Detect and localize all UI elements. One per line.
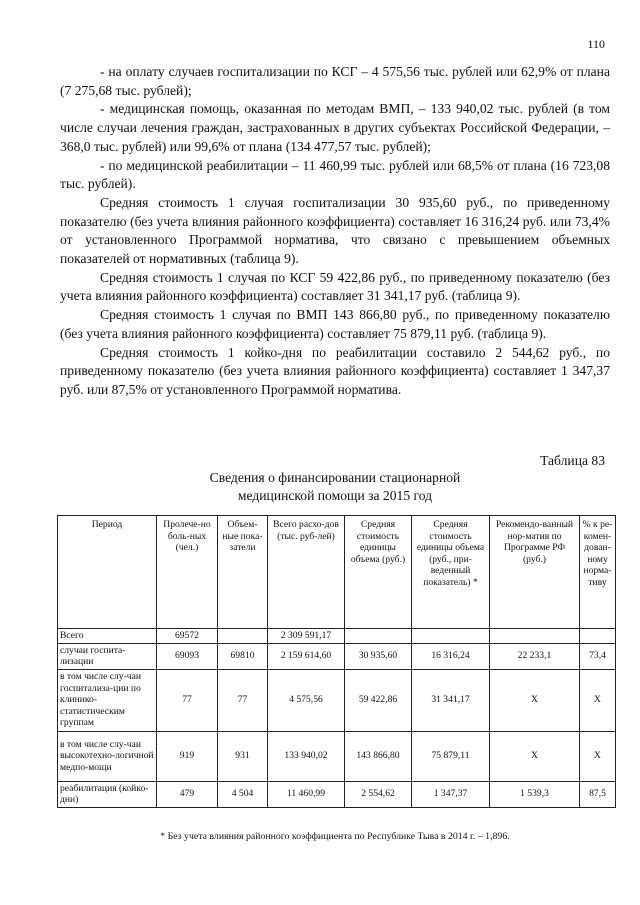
table-header-row (58, 516, 616, 629)
body-text (60, 63, 610, 400)
table-cell: случаи госпита-лизации (58, 643, 157, 669)
table-cell: 69093 (157, 643, 218, 669)
table-cell (218, 629, 268, 644)
table-cell: X (580, 669, 616, 731)
table-cell (345, 629, 412, 644)
paragraph: - по медицинской реабилитации – 11 460,99 тыс. рублей или 68,5% от плана (16 723,08 тыс. рублей). (60, 157, 610, 192)
table-cell: 133 940,02 (268, 731, 345, 781)
table-cell: 2 159 614,60 (268, 643, 345, 669)
table-cell: 4 504 (218, 781, 268, 807)
table-label: Таблица 83 (540, 453, 605, 468)
table-cell: 75 879,11 (412, 731, 490, 781)
column-header: Период (58, 516, 157, 629)
column-header: % к ре-комен-дован-ному норма-тиву (580, 516, 616, 629)
table-cell: 73,4 (580, 643, 616, 669)
paragraph: Средняя стоимость 1 случая по ВМП 143 866,80 руб., по приведенному показателю (без учета влияния районного коэффициента) составляет 75 879,11 руб. (таблица 9). (60, 307, 610, 341)
column-header: Объем-ные пока-затели (218, 516, 268, 629)
table-cell: 11 460,99 (268, 781, 345, 807)
table-cell: 4 575,56 (268, 669, 345, 731)
table-row (58, 629, 616, 644)
footnote: * Без учета влияния районного коэффициента по Республике Тыва в 2014 г. – 1,896. (160, 831, 510, 842)
table-cell: 479 (157, 781, 218, 807)
table-cell: 143 866,80 (345, 731, 412, 781)
table-cell: 30 935,60 (345, 643, 412, 669)
table-cell: X (580, 731, 616, 781)
table-cell (580, 629, 616, 644)
table-row (58, 731, 616, 781)
table-cell: 69572 (157, 629, 218, 644)
table-cell: Всего (58, 629, 157, 644)
table-cell: X (490, 669, 580, 731)
table-cell: 2 554,62 (345, 781, 412, 807)
paragraph: - медицинская помощь, оказанная по методам ВМП, – 133 940,02 тыс. рублей (в том числе случаи лечения граждан, застрахованных в других субъектах Российской Федерации, – 368,0 тыс. рублей) или 99,6% от плана (134 477,57 тыс. рублей); (60, 101, 610, 154)
table-title-line: медицинской помощи за 2015 год (237, 488, 433, 503)
column-header: Средняя стоимость единицы объема (руб., при-веденный показатель) * (412, 516, 490, 629)
table-cell: 87,5 (580, 781, 616, 807)
table-cell: 2 309 591,17 (268, 629, 345, 644)
column-header: Рекомендо-ванный нор-матив по Программе РФ (руб.) (490, 516, 580, 629)
table-row (58, 781, 616, 807)
paragraph: Средняя стоимость 1 койко-дня по реабилитации составило 2 544,62 руб., по приведенному показателю (без учета влияния районного коэффициента) составляет 1 347,37 руб. или 87,5% от установленного Программой норматива. (60, 344, 610, 397)
table-cell (412, 629, 490, 644)
table-cell: 16 316,24 (412, 643, 490, 669)
paragraph: Средняя стоимость 1 случая по КСГ 59 422,86 руб., по приведенному показателю (без учета влияния районного коэффициента) составляет 31 341,17 руб. (таблица 9). (60, 269, 610, 304)
table-cell: 919 (157, 731, 218, 781)
table-cell (490, 629, 580, 644)
column-header: Средняя стоимость единицы объема (руб.) (345, 516, 412, 629)
table-row (58, 669, 616, 731)
table-cell: 77 (218, 669, 268, 731)
table-title-line: Сведения о финансировании стационарной (209, 470, 461, 485)
financing-table (57, 515, 616, 808)
table-cell: 31 341,17 (412, 669, 490, 731)
table-cell: в том числе слу-чаи высокотехно-логичной медпо-мощи (58, 731, 157, 781)
table-cell: 1 539,3 (490, 781, 580, 807)
column-header: Всего расхо-дов (тыс. руб-лей) (268, 516, 345, 629)
table-cell: 1 347,37 (412, 781, 490, 807)
table-cell: X (490, 731, 580, 781)
table-cell: 22 233,1 (490, 643, 580, 669)
paragraph: - на оплату случаев госпитализации по КСГ – 4 575,56 тыс. рублей или 62,9% от плана (7 275,68 тыс. рублей); (60, 64, 610, 98)
table-cell: 69810 (218, 643, 268, 669)
column-header: Пролече-но боль-ных (чел.) (157, 516, 218, 629)
table-cell: 59 422,86 (345, 669, 412, 731)
table-cell: 77 (157, 669, 218, 731)
table-row (58, 643, 616, 669)
table-cell: в том числе слу-чаи госпитализа-ции по клинико-статистическим группам (58, 669, 157, 731)
page-number: 110 (587, 37, 605, 51)
table-cell: реабилитация (койко-дни) (58, 781, 157, 807)
paragraph: Средняя стоимость 1 случая госпитализации 30 935,60 руб., по приведенному показателю (без учета влияния районного коэффициента) составляет 16 316,24 руб. или 73,4% от установленного Программой норматива, что связано с превышением объемных показателей от нормативных (таблица 9). (60, 194, 610, 267)
table-title (60, 469, 610, 505)
table-cell: 931 (218, 731, 268, 781)
